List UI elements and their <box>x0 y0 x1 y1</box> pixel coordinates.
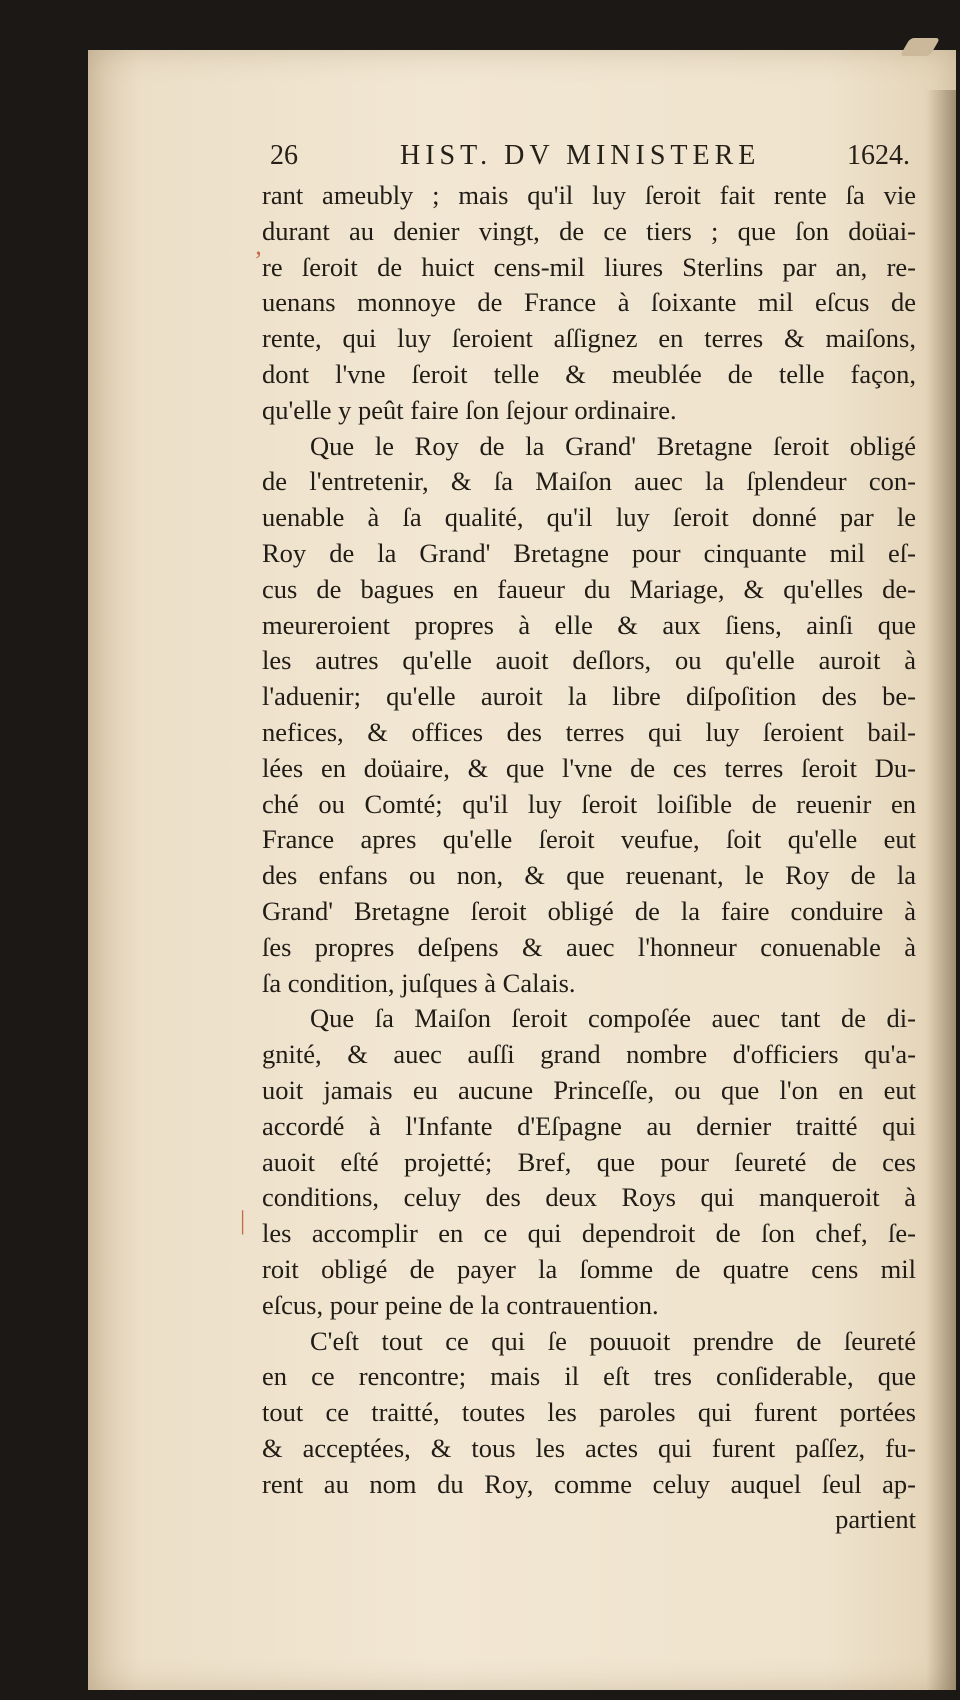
text-line: roit obligé de payer la ſomme de quatre cens mil <box>262 1253 916 1284</box>
text-line: des enfans ou non, & que reuenant, le Roy de la <box>262 860 916 891</box>
text-line: & acceptées, & tous les actes qui furent paſſez, fu- <box>262 1432 916 1463</box>
text-line: ſes propres deſpens & auec l'honneur conuenable à <box>262 931 916 962</box>
text-line: rant ameubly ; mais qu'il luy ſeroit fait rente ſa vie <box>262 180 916 210</box>
text-line: auoit eſté projetté; Bref, que pour ſeureté de ces <box>262 1146 916 1177</box>
running-title: HIST. DV MINISTERE <box>400 140 761 171</box>
text-line: France apres qu'elle ſeroit veufue, ſoit qu'elle eut <box>262 824 916 855</box>
text-line: de l'entretenir, & ſa Maiſon auec la ſplendeur con- <box>262 466 916 497</box>
text-line: ſa condition, juſques à Calais. <box>262 967 576 998</box>
text-line: dont l'vne ſeroit telle & meublée de telle façon, <box>262 358 916 389</box>
text-line: Que ſa Maiſon ſeroit compoſée auec tant de di- <box>310 1003 916 1034</box>
text-line: cus de bagues en faueur du Mariage, & qu'elles de- <box>262 573 916 604</box>
text-line: uoit jamais eu aucune Princeſſe, ou que l'on en eut <box>262 1074 916 1105</box>
text-line: conditions, celuy des deux Roys qui manqueroit à <box>262 1182 916 1213</box>
text-line: re ſeroit de huict cens-mil liures Sterlins par an, re- <box>262 251 916 282</box>
text-line: les accomplir en ce qui dependroit de ſon chef, ſe- <box>262 1218 916 1249</box>
text-line: lées en doüaire, & que l'vne de ces terres ſeroit Du- <box>262 752 916 783</box>
text-line: tout ce traitté, toutes les paroles qui furent portées <box>262 1397 916 1428</box>
text-line: C'eſt tout ce qui ſe pouuoit prendre de ſeureté <box>310 1325 916 1356</box>
page-number: 26 <box>270 140 298 171</box>
text-line: durant au denier vingt, de ce tiers ; que ſon doüai- <box>262 215 916 246</box>
text-line: uenans monnoye de France à ſoixante mil eſcus de <box>262 287 916 318</box>
text-line: en ce rencontre; mais il eſt tres conſiderable, que <box>262 1361 916 1392</box>
text-line: qu'elle y peût faire ſon ſejour ordinaire. <box>262 394 677 425</box>
text-line: Grand' Bretagne ſeroit obligé de la faire conduire à <box>262 895 916 926</box>
text-line: rent au nom du Roy, comme celuy auquel ſeul ap- <box>262 1468 916 1499</box>
running-header <box>270 140 910 180</box>
text-line: rente, qui luy ſeroient aſſignez en terres & maiſons, <box>262 323 916 354</box>
margin-mark: ʼ <box>254 246 263 275</box>
margin-mark: | <box>240 1206 246 1235</box>
text-line: accordé à l'Infante d'Eſpagne au dernier traitté qui <box>262 1110 916 1141</box>
body-text <box>262 178 916 1538</box>
text-line: nefices, & offices des terres qui luy ſeroient bail- <box>262 716 916 747</box>
page-edge-shadow <box>926 90 956 1690</box>
text-line: Roy de la Grand' Bretagne pour cinquante mil eſ- <box>262 537 916 568</box>
text-line: partient <box>835 1504 916 1535</box>
text-line: uenable à ſa qualité, qu'il luy ſeroit donné par le <box>262 502 916 533</box>
text-line: ché ou Comté; qu'il luy ſeroit loiſible de reuenir en <box>262 788 916 819</box>
text-line: gnité, & auec auſſi grand nombre d'officiers qu'a- <box>262 1039 916 1070</box>
text-line: Que le Roy de la Grand' Bretagne ſeroit obligé <box>310 430 916 461</box>
header-year: 1624. <box>847 140 910 171</box>
text-line: eſcus, pour peine de la contrauention. <box>262 1289 659 1320</box>
text-line: les autres qu'elle auoit deſlors, ou qu'elle auroit à <box>262 645 916 676</box>
text-line: meureroient propres à elle & aux ſiens, ainſi que <box>262 609 916 640</box>
text-line: l'aduenir; qu'elle auroit la libre diſpoſition des be- <box>262 681 916 712</box>
